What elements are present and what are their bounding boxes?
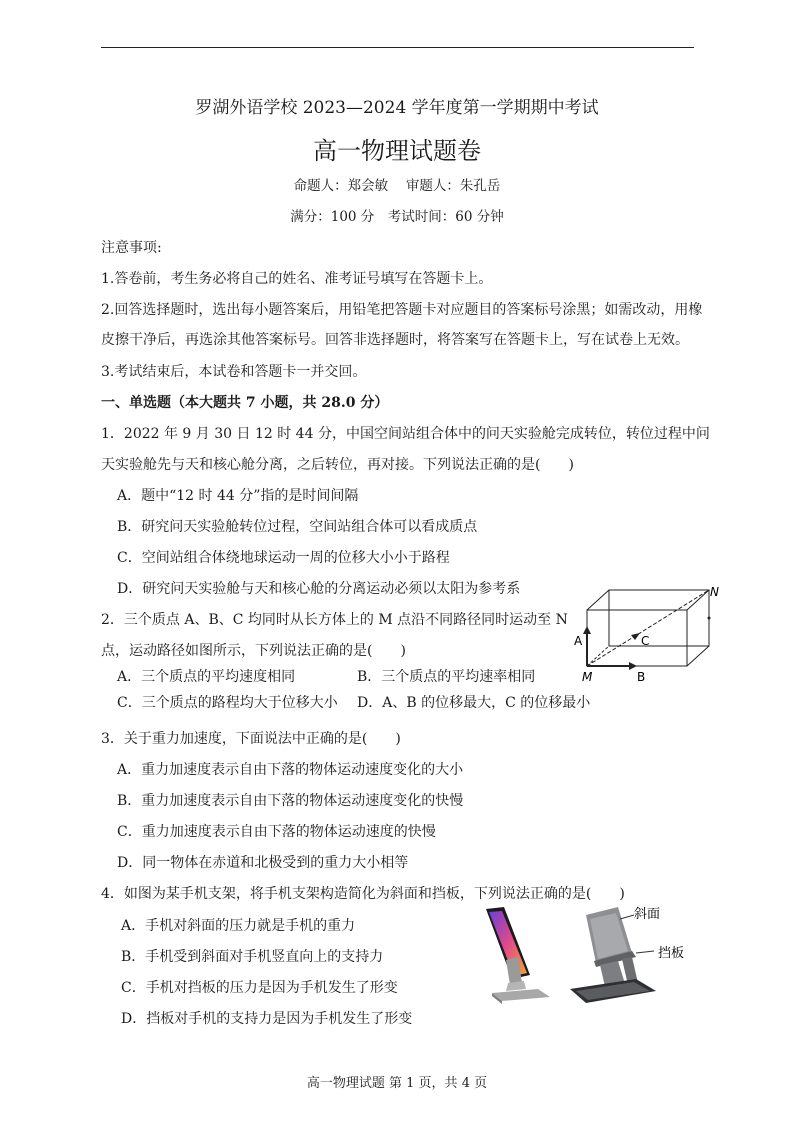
q2-stem-a: 2．三个质点 A、B、C 均同时从长方体上的 M 点沿不同路径同时运动至 N (101, 612, 568, 628)
q3-option-d: D．同一物体在赤道和北极受到的重力大小相等 (117, 855, 409, 871)
cuboid-back-face (609, 590, 709, 646)
section-heading: 一、单选题（本大题共 7 小题，共 28.0 分） (101, 395, 389, 411)
q2-option-c: C．三个质点的路程均大于位移大小 (117, 695, 338, 711)
authors-line: 命题人：郑会敏 审题人：朱孔岳 (293, 178, 501, 194)
school-line: 罗湖外语学校 2023—2024 学年度第一学期期中考试 (195, 98, 599, 118)
q3-option-c: C．重力加速度表示自由下落的物体运动速度的快慢 (117, 824, 436, 840)
q1-stem-a: 1．2022 年 9 月 30 日 12 时 44 分，中国空间站组合体中的问天实验舱完成转位，转位过程中问 (101, 426, 710, 442)
label-a: A (574, 634, 583, 648)
q1-option-d: D．研究问天实验舱与天和核心舱的分离运动必须以太阳为参考系 (117, 581, 521, 597)
page-footer: 高一物理试题 第 1 页，共 4 页 (306, 1076, 488, 1091)
q4-option-d: D．挡板对手机的支持力是因为手机发生了形变 (121, 1011, 413, 1027)
cuboid-figure (570, 582, 720, 687)
score-time-line: 满分：100 分 考试时间：60 分钟 (290, 209, 504, 225)
label-m: M (582, 670, 593, 684)
q1-option-c: C．空间站组合体绕地球运动一周的位移大小小于路程 (117, 550, 450, 566)
q4-option-c: C．手机对挡板的压力是因为手机发生了形变 (121, 980, 398, 996)
notes-heading: 注意事项: (101, 240, 162, 256)
q2-stem-b: 点，运动路径如图所示，下列说法正确的是( ) (101, 643, 406, 659)
phone-stand-photo (478, 905, 558, 1005)
q3-option-b: B．重力加速度表示自由下落的物体运动速度变化的快慢 (117, 793, 464, 809)
q4-option-a: A．手机对斜面的压力就是手机的重力 (121, 918, 356, 934)
note-3: 3.考试结束后，本试卷和答题卡一并交回。 (101, 364, 367, 380)
label-incline: 斜面 (634, 907, 661, 922)
note-2a: 2.回答选择题时，选出每小题答案后，用铅笔把答题卡对应题目的答案标号涂黑；如需改动，用橡 (101, 302, 703, 318)
q1-option-a: A．题中“12 时 44 分”指的是时间间隔 (117, 488, 359, 504)
label-baffle: 挡板 (658, 946, 685, 961)
q2-option-b: B．三个质点的平均速率相同 (357, 669, 536, 685)
path-c-line (587, 590, 709, 666)
q3-stem: 3．关于重力加速度，下面说法中正确的是( ) (101, 731, 401, 747)
q4-stem: 4．如图为某手机支架，将手机支架构造简化为斜面和挡板，下列说法正确的是( ) (101, 886, 625, 902)
label-n: N (710, 585, 719, 599)
label-c: C (641, 634, 650, 648)
label-b: B (637, 670, 646, 684)
q2-option-d: D．A、B 的位移最大，C 的位移最小 (357, 695, 591, 711)
q3-option-a: A．重力加速度表示自由下落的物体运动速度变化的大小 (117, 762, 464, 778)
note-1: 1.答卷前，考生务必将自己的姓名、准考证号填写在答题卡上。 (101, 271, 493, 287)
stand-diagram-photo (566, 905, 696, 1010)
q1-stem-b: 天实验舱先与天和核心舱分离，之后转位，再对接。下列说法正确的是( ) (101, 457, 574, 473)
page-title: 高一物理试题卷 (313, 137, 481, 165)
q2-option-a: A．三个质点的平均速度相同 (117, 669, 296, 685)
header-rule (101, 47, 694, 48)
q1-option-b: B．研究问天实验舱转位过程，空间站组合体可以看成质点 (117, 519, 478, 535)
q4-option-b: B．手机受到斜面对手机竖直向上的支持力 (121, 949, 384, 965)
note-2b: 皮擦干净后，再选涂其他答案标号。回答非选择题时，将答案写在答题卡上，写在试卷上无效。 (101, 332, 689, 348)
cuboid-front-face (587, 610, 687, 666)
